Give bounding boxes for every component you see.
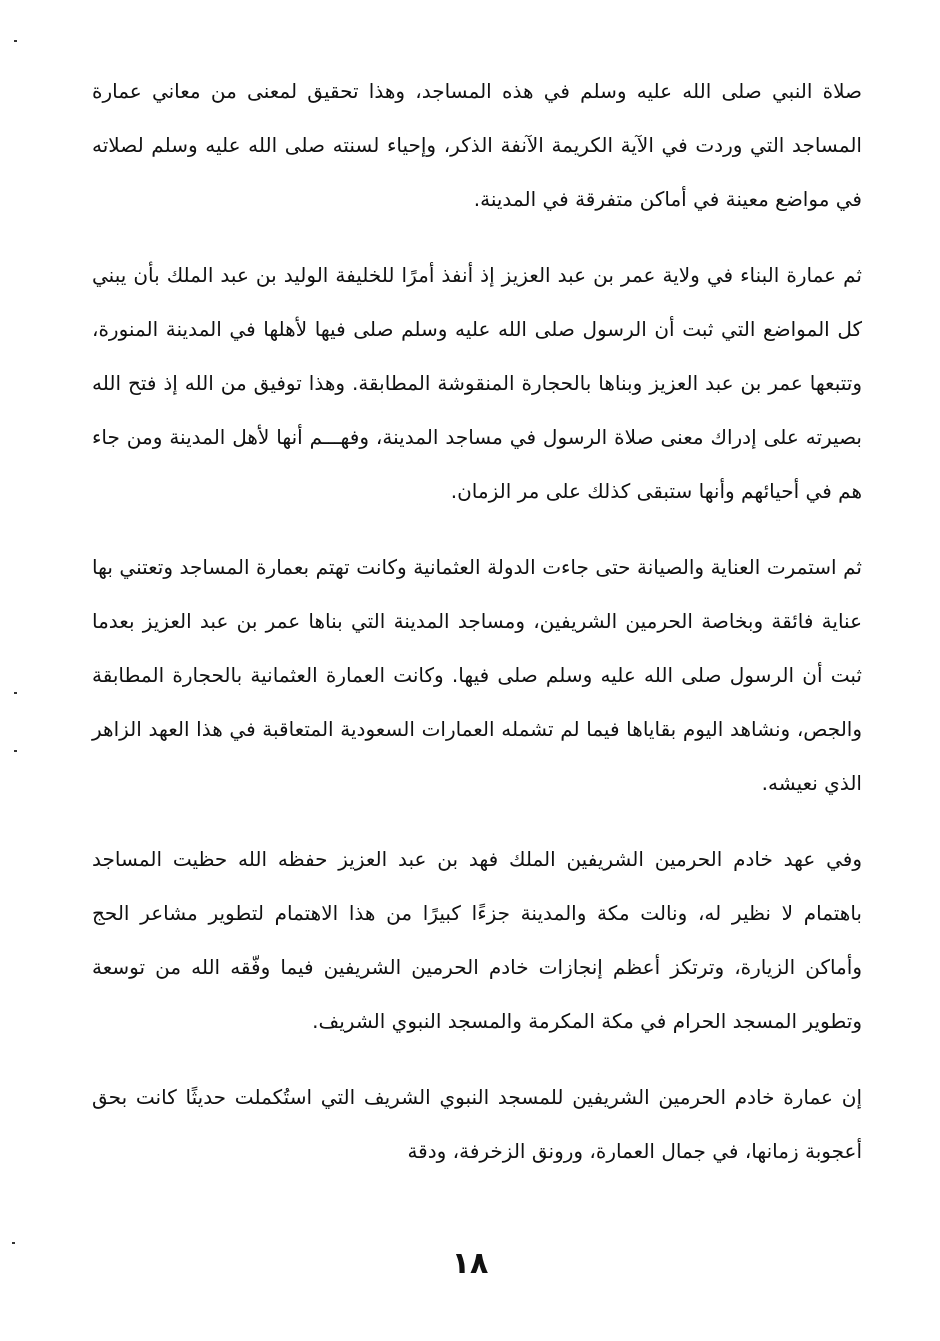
- paragraph-2: ثم عمارة البناء في ولاية عمر بن عبد العزيز إذ أنفذ أمرًا للخليفة الوليد بن عبد الملك بأن يبني كل المواضع التي ثبت أن الرسول صلى الله عليه وسلم صلى فيها لأهلها في المدينة المنورة، وتتبعها عمر بن عبد العزيز وبناها بالحجارة المنقوشة المطابقة. وهذا توفيق من الله إذ فتح الله بصيرته على إدراك معنى صلاة الرسول في مساجد المدينة، وفهـــم أنها لأهل المدينة ومن جاء هم في أحيائهم وأنها ستبقى كذلك على مر الزمان.: [92, 263, 862, 503]
- scan-speck: [14, 750, 17, 752]
- scan-speck: [14, 40, 17, 42]
- paragraph-1: صلاة النبي صلى الله عليه وسلم في هذه المساجد، وهذا تحقيق لمعنى من معاني عمارة المساجد التي وردت في الآية الكريمة الآنفة الذكر، وإحياء لسنته صلى الله عليه وسلم لصلاته في مواضع معينة في أماكن متفرقة في المدينة.: [92, 79, 862, 211]
- page-number: ١٨: [451, 1246, 489, 1281]
- scan-speck: [12, 1242, 15, 1244]
- body-text: [92, 64, 862, 1200]
- scan-speck: [14, 692, 17, 694]
- paragraph-3: ثم استمرت العناية والصيانة حتى جاءت الدولة العثمانية وكانت تهتم بعمارة المساجد وتعتني بها عناية فائقة وبخاصة الحرمين الشريفين، ومساجد المدينة التي بناها عمر بن عبد العزيز بعدما ثبت أن الرسول صلى الله عليه وسلم صلى فيها. وكانت العمارة العثمانية بالحجارة المطابقة والجص، ونشاهد اليوم بقاياها فيما لم تشمله العمارات السعودية المتعاقبة في هذا العهد الزاهر الذي نعيشه.: [92, 555, 862, 795]
- paragraph-4: وفي عهد خادم الحرمين الشريفين الملك فهد بن عبد العزيز حفظه الله حظيت المساجد باهتمام لا نظير له، ونالت مكة والمدينة جزءًا كبيرًا من هذا الاهتمام لتطوير مشاعر الحج وأماكن الزيارة، وترتكز أعظم إنجازات خادم الحرمين الشريفين فيما وفّقه الله من توسعة وتطوير المسجد الحرام في مكة المكرمة والمسجد النبوي الشريف.: [92, 847, 862, 1033]
- paragraph-5: إن عمارة خادم الحرمين الشريفين للمسجد النبوي الشريف التي استُكملت حديثًا كانت بحق أعجوبة زمانها، في جمال العمارة، ورونق الزخرفة، ودقة: [92, 1085, 862, 1163]
